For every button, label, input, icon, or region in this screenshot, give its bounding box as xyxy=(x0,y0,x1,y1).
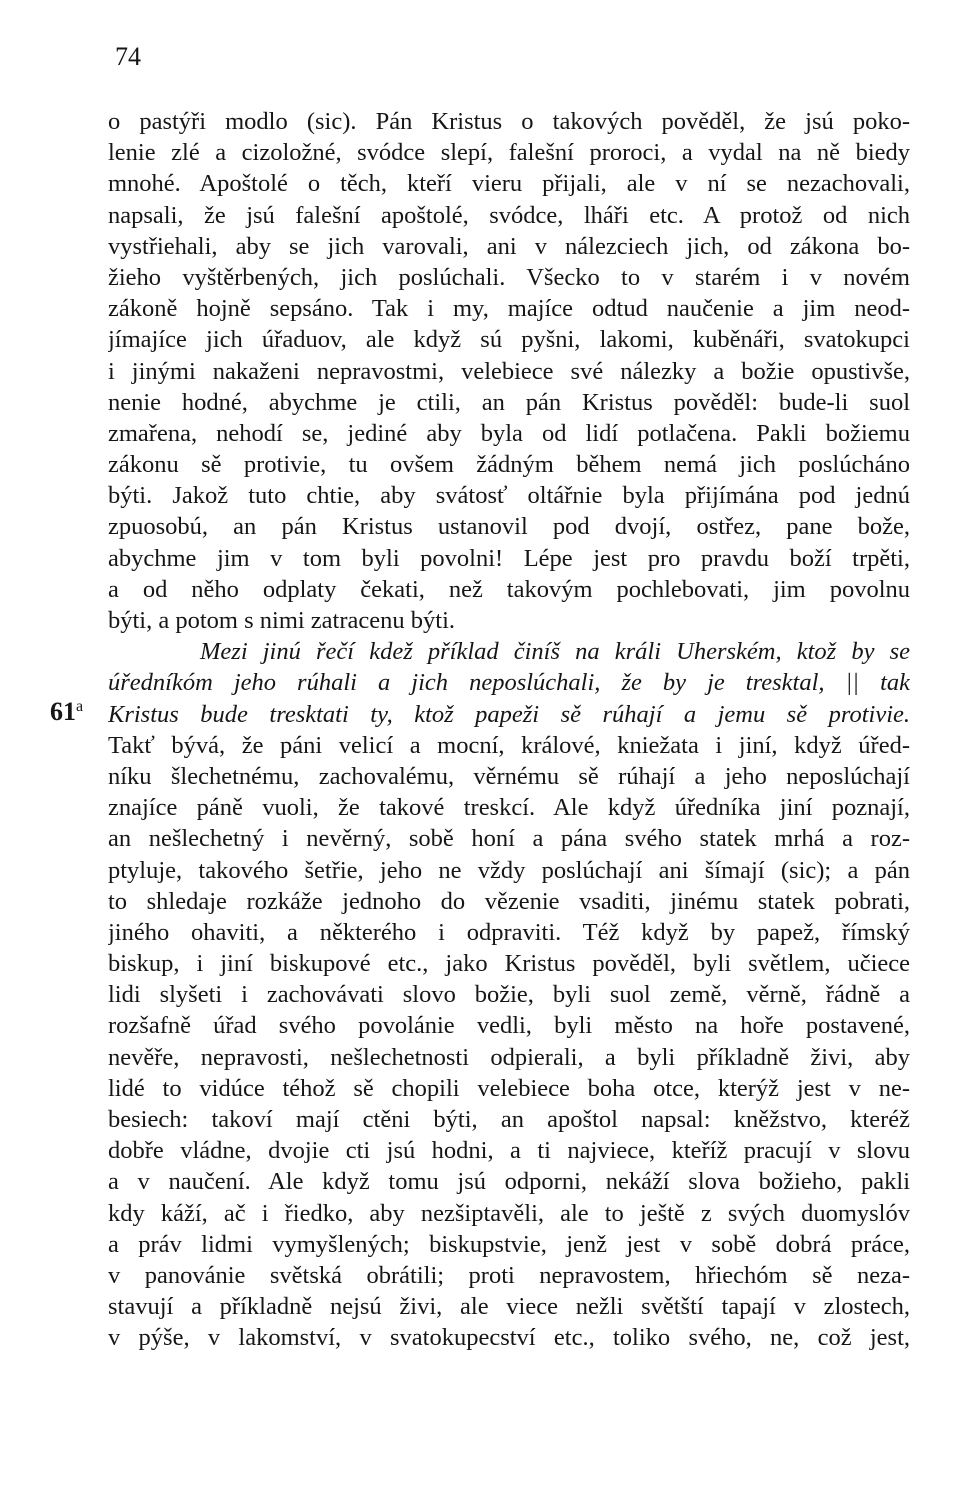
text-line: lenie zlé a cizoložné, svódce slepí, falešní proroci, a vydal na ně biedy xyxy=(108,139,910,167)
text-block xyxy=(108,106,910,1354)
page-number: 74 xyxy=(115,42,141,71)
text-line: jiného ohaviti, a některého i odpraviti. Též když by papež, římský xyxy=(108,918,910,946)
text-line: zpuosobú, an pán Kristus ustanovil pod dvojí, ostřez, pane bože, xyxy=(108,513,910,541)
text-line: nenie hodné, abychme je ctili, an pán Kristus pověděl: bude-li suol xyxy=(108,388,910,416)
text-line: žieho vyštěrbených, jich poslúchali. Všecko to v starém i v novém xyxy=(108,263,910,291)
text-line: stavují a příkladně nejsú živi, ale viece nežli světští tapají v zlostech, xyxy=(108,1293,910,1321)
text-line: v pýše, v lakomství, v svatokupecství etc., toliko svého, ne, což jest, xyxy=(108,1324,910,1352)
text-line: a od něho odplaty čekati, než takovým pochlebovati, jim povolnu xyxy=(108,575,910,603)
margin-note-suffix: a xyxy=(76,698,84,715)
text-line: i jinými nakaženi nepravostmi, velebiece své nálezky a božie opustivše, xyxy=(108,357,910,385)
text-line: níku šlechetnému, zachovalému, věrnému sě rúhají a jeho neposlúchají xyxy=(108,762,910,790)
text-line: biskup, i jiní biskupové etc., jako Kristus pověděl, byli světlem, učiece xyxy=(108,950,910,978)
quoted-line: úředníkóm jeho rúhali a jich neposlúchali, že by je tresktal, || tak xyxy=(108,669,910,697)
text-line: zákoně hojně sepsáno. Tak i my, majíce odtud naučenie a jim neod- xyxy=(108,295,910,323)
text-line: a práv lidmi vymyšlených; biskupstvie, jenž jest v sobě dobrá práce, xyxy=(108,1230,910,1258)
text-line: rozšafně úřad svého povolánie vedli, byli město na hoře postavené, xyxy=(108,1012,910,1040)
text-line: mnohé. Apoštolé o těch, kteří vieru přijali, ale v ní se nezachovali, xyxy=(108,170,910,198)
text-line: zmařena, nehodí se, jediné aby byla od lidí potlačena. Pakli božiemu xyxy=(108,419,910,447)
text-line: abychme jim v tom byli povolni! Lépe jest pro pravdu boží trpěti, xyxy=(108,544,910,572)
quoted-line: Kristus bude tresktati ty, ktož papeži sě rúhají a jemu sě protivie. xyxy=(108,700,910,728)
margin-note-number: 61 xyxy=(50,697,76,726)
text-line: zákonu sě protivie, tu ovšem žádným během nemá jich poslúcháno xyxy=(108,451,910,479)
quoted-line: Mezi jinú řečí kdež příklad činíš na králi Uherském, ktož by se xyxy=(200,638,910,666)
text-line: napsali, že jsú falešní apoštolé, svódce, lháři etc. A protož od nich xyxy=(108,201,910,229)
text-line: o pastýři modlo (sic). Pán Kristus o takových pověděl, že jsú poko- xyxy=(108,108,910,135)
text-line: kdy káží, ač i řiedko, aby nezšiptavěli, ale to ještě z svých duomyslóv xyxy=(108,1199,910,1227)
text-line: ptyluje, takového šetřie, jeho ne vždy poslúchají ani šímají (sic); a pán xyxy=(108,856,910,884)
text-line: nevěře, nepravosti, nešlechetnosti odpierali, a byli příkladně živi, aby xyxy=(108,1043,910,1071)
text-line: lidi slyšeti i zachovávati slovo božie, byli suol země, věrně, řádně a xyxy=(108,981,910,1009)
text-line: býti, a potom s nimi zatracenu býti. xyxy=(108,607,456,634)
text-line: Takť bývá, že páni velicí a mocní, králové, kniežata i jiní, když úřed- xyxy=(108,731,910,759)
text-line: lidé to vidúce téhož sě chopili velebiece boha otce, kterýž jest v ne- xyxy=(108,1074,910,1102)
text-line: znajíce páně vuoli, že takové treskcí. Ale když úředníka jiní poznají, xyxy=(108,794,910,822)
text-line: v panovánie světská obrátili; proti nepravostem, hřiechóm sě neza- xyxy=(108,1261,910,1289)
text-line: vystřiehali, aby se jich varovali, ani v nálezciech jich, od zákona bo- xyxy=(108,232,910,260)
margin-note xyxy=(50,692,83,727)
text-line: býti. Jakož tuto chtie, aby svátosť oltářnie byla přijímána pod jednú xyxy=(108,482,910,510)
text-line: a v naučení. Ale když tomu jsú odporni, nekáží slova božieho, pakli xyxy=(108,1168,910,1196)
text-line: an nešlechetný i nevěrný, sobě honí a pána svého statek mrhá a roz- xyxy=(108,825,910,853)
text-line: besiech: takoví mají ctěni býti, an apoštol napsal: kněžstvo, kteréž xyxy=(108,1106,910,1133)
text-line: jímajíce jich úřaduov, ale když sú pyšni, lakomi, kuběnáři, svatokupci xyxy=(108,326,910,354)
text-line: to shledaje rozkáže jednoho do vězenie vsaditi, jinému statek pobrati, xyxy=(108,887,910,915)
text-line: dobře vládne, dvojie cti jsú hodni, a ti najviece, kteříž pracují v slovu xyxy=(108,1137,910,1165)
